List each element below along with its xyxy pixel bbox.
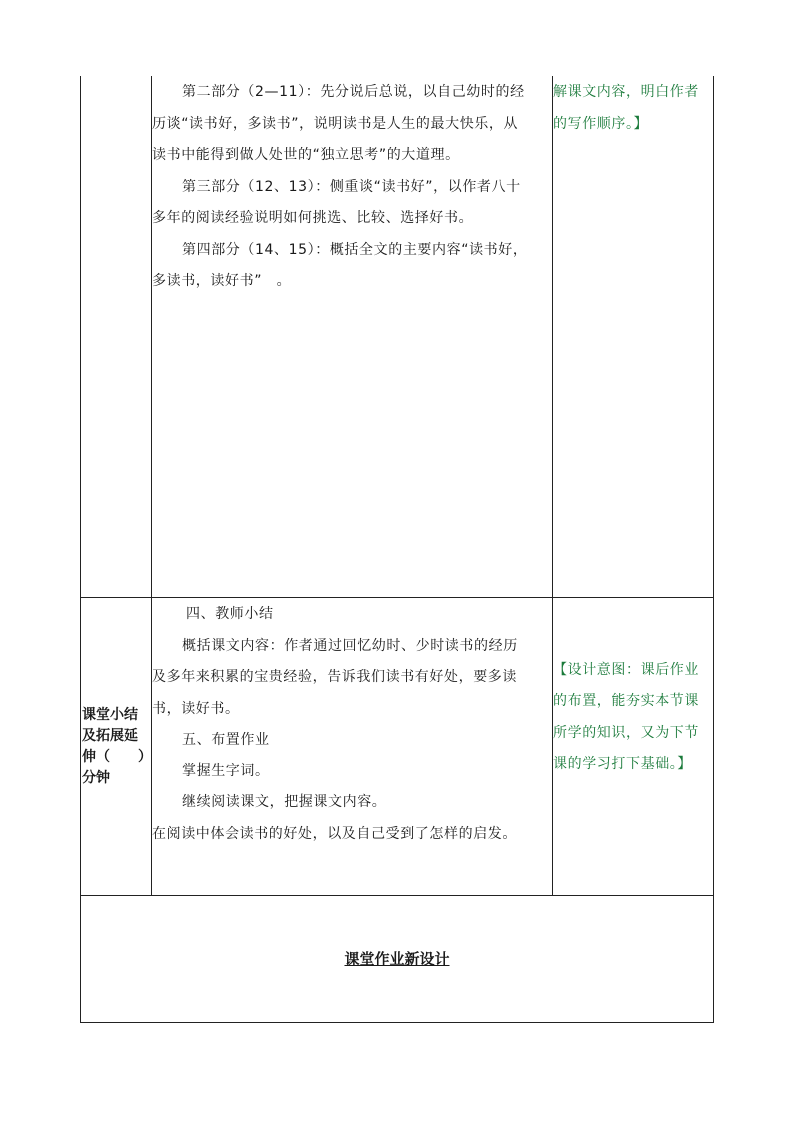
design-note-line: 所学的知识，又为下节: [553, 725, 699, 741]
col-divider-1: [151, 76, 152, 895]
section-label-line: 分钟: [82, 770, 110, 786]
paragraph-line: 继续阅读课文，把握课文内容。: [182, 794, 387, 810]
lesson-plan-table: [80, 76, 714, 1023]
design-note-line: 的布置，能夯实本节课: [553, 693, 699, 709]
row-divider-2: [80, 895, 714, 896]
homework-section-title: [80, 948, 714, 969]
section-label-line: 课堂小结: [82, 707, 138, 723]
row-divider-1: [80, 597, 714, 598]
paragraph-line: 多年的阅读经验说明如何挑选、比较、选择好书。: [152, 210, 474, 226]
design-note-line: 的写作顺序。】: [553, 116, 649, 132]
paragraph-line: 五、布置作业: [182, 732, 270, 748]
design-note-line: 解课文内容，明白作者: [553, 84, 699, 100]
paragraph-line: 在阅读中体会读书的好处，以及自己受到了怎样的启发。: [152, 826, 517, 842]
paragraph-line: 及多年来积累的宝贵经验，告诉我们读书有好处，要多读: [152, 669, 517, 685]
outer-left-border: [80, 76, 81, 1023]
design-note-line: 【设计意图：课后作业: [553, 662, 699, 678]
paragraph-line: 第二部分（2—11）：先分说后总说，以自己幼时的经: [182, 84, 525, 100]
paragraph-line: 读书中能得到做人处世的“独立思考”的大道理。: [152, 147, 460, 163]
paragraph-line: 掌握生字词。: [182, 763, 270, 779]
paragraph-line: 概括课文内容：作者通过回忆幼时、少时读书的经历: [182, 638, 518, 654]
table-bottom-border: [80, 1022, 714, 1023]
homework-title-text: 课堂作业新设计: [344, 950, 450, 968]
paragraph-line: 书，读好书。: [152, 701, 240, 717]
section-label-line: 伸（ ）: [82, 749, 152, 765]
paragraph-line: 多读书，读好书” 。: [152, 273, 292, 289]
paragraph-line: 第三部分（12、13）：侧重谈“读书好”，以作者八十: [182, 179, 521, 195]
design-note-line: 课的学习打下基础。】: [553, 756, 692, 772]
section-label-line: 及拓展延: [82, 728, 138, 744]
paragraph-line: 四、教师小结: [186, 606, 274, 622]
paragraph-line: 第四部分（14、15）：概括全文的主要内容“读书好，: [182, 242, 528, 258]
outer-right-border: [713, 76, 714, 1023]
paragraph-line: 历谈“读书好，多读书”，说明读书是人生的最大快乐，从: [152, 116, 519, 132]
